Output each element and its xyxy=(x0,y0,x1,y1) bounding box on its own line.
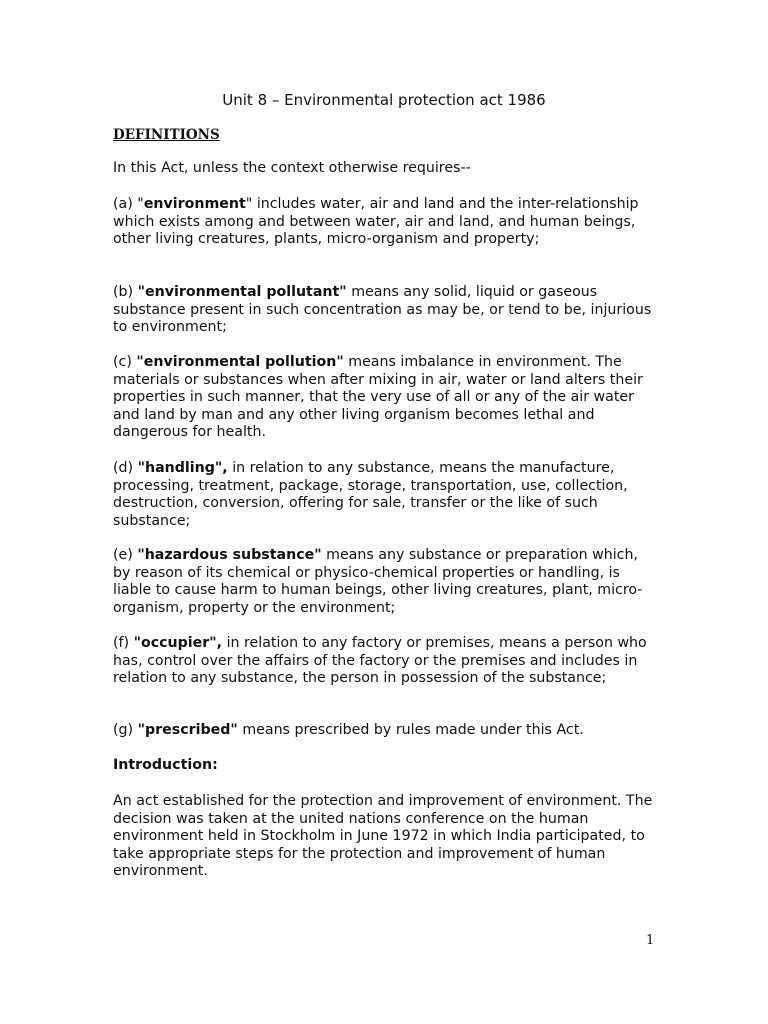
definition-term: "prescribed" xyxy=(137,722,238,738)
definitions-heading: DEFINITIONS xyxy=(113,127,220,143)
definition-term: "environmental pollutant" xyxy=(137,284,347,300)
introduction-text: An act established for the protection and improvement of environment. The decision was taken at the united nations conference on the human environment held in Stockholm in June 1972 in which India participated, to take appropriate steps for the protection and improvement of human environment. xyxy=(113,793,653,880)
definition-c: (c) "environmental pollution" means imbalance in environment. The materials or substances when after mixing in air, water or land alters their properties in such manner, that the very use of all or any of the air water and land by man and any other living organism becomes lethal and dangerous for health. xyxy=(113,354,643,441)
definition-b: (b) "environmental pollutant" means any solid, liquid or gaseous substance present in such concentration as may be, or tend to be, injurious to environment; xyxy=(113,284,652,336)
document-title: Unit 8 – Environmental protection act 1986 xyxy=(222,91,546,109)
page-number: 1 xyxy=(646,933,655,948)
definition-term: "environmental pollution" xyxy=(136,354,344,370)
definition-e: (e) "hazardous substance" means any substance or preparation which, by reason of its chemical or physico-chemical properties or handling, is liable to cause harm to human beings, other living creatures, plant, micro-organism, property or the environment; xyxy=(113,547,643,616)
definition-g: (g) "prescribed" means prescribed by rules made under this Act. xyxy=(113,722,584,738)
introduction-heading: Introduction: xyxy=(113,757,218,773)
definition-a: (a) "environment" includes water, air and land and the inter-relationship which exists among and between water, air and land, and human beings, other living creatures, plants, micro-organism and property; xyxy=(113,196,639,248)
definition-d: (d) "handling", in relation to any substance, means the manufacture, processing, treatment, package, storage, transportation, use, collection, destruction, conversion, offering for sale, transfer or the like of such substance; xyxy=(113,460,628,529)
intro-line: In this Act, unless the context otherwise requires-- xyxy=(113,160,471,176)
definition-term: environment xyxy=(143,196,246,212)
definition-term: "handling", xyxy=(137,460,228,476)
definition-term: "occupier", xyxy=(133,635,223,651)
definition-f: (f) "occupier", in relation to any factory or premises, means a person who has, control over the affairs of the factory or the premises and includes in relation to any substance, the person in possession of the substance; xyxy=(113,635,647,687)
definition-term: "hazardous substance" xyxy=(137,547,322,563)
